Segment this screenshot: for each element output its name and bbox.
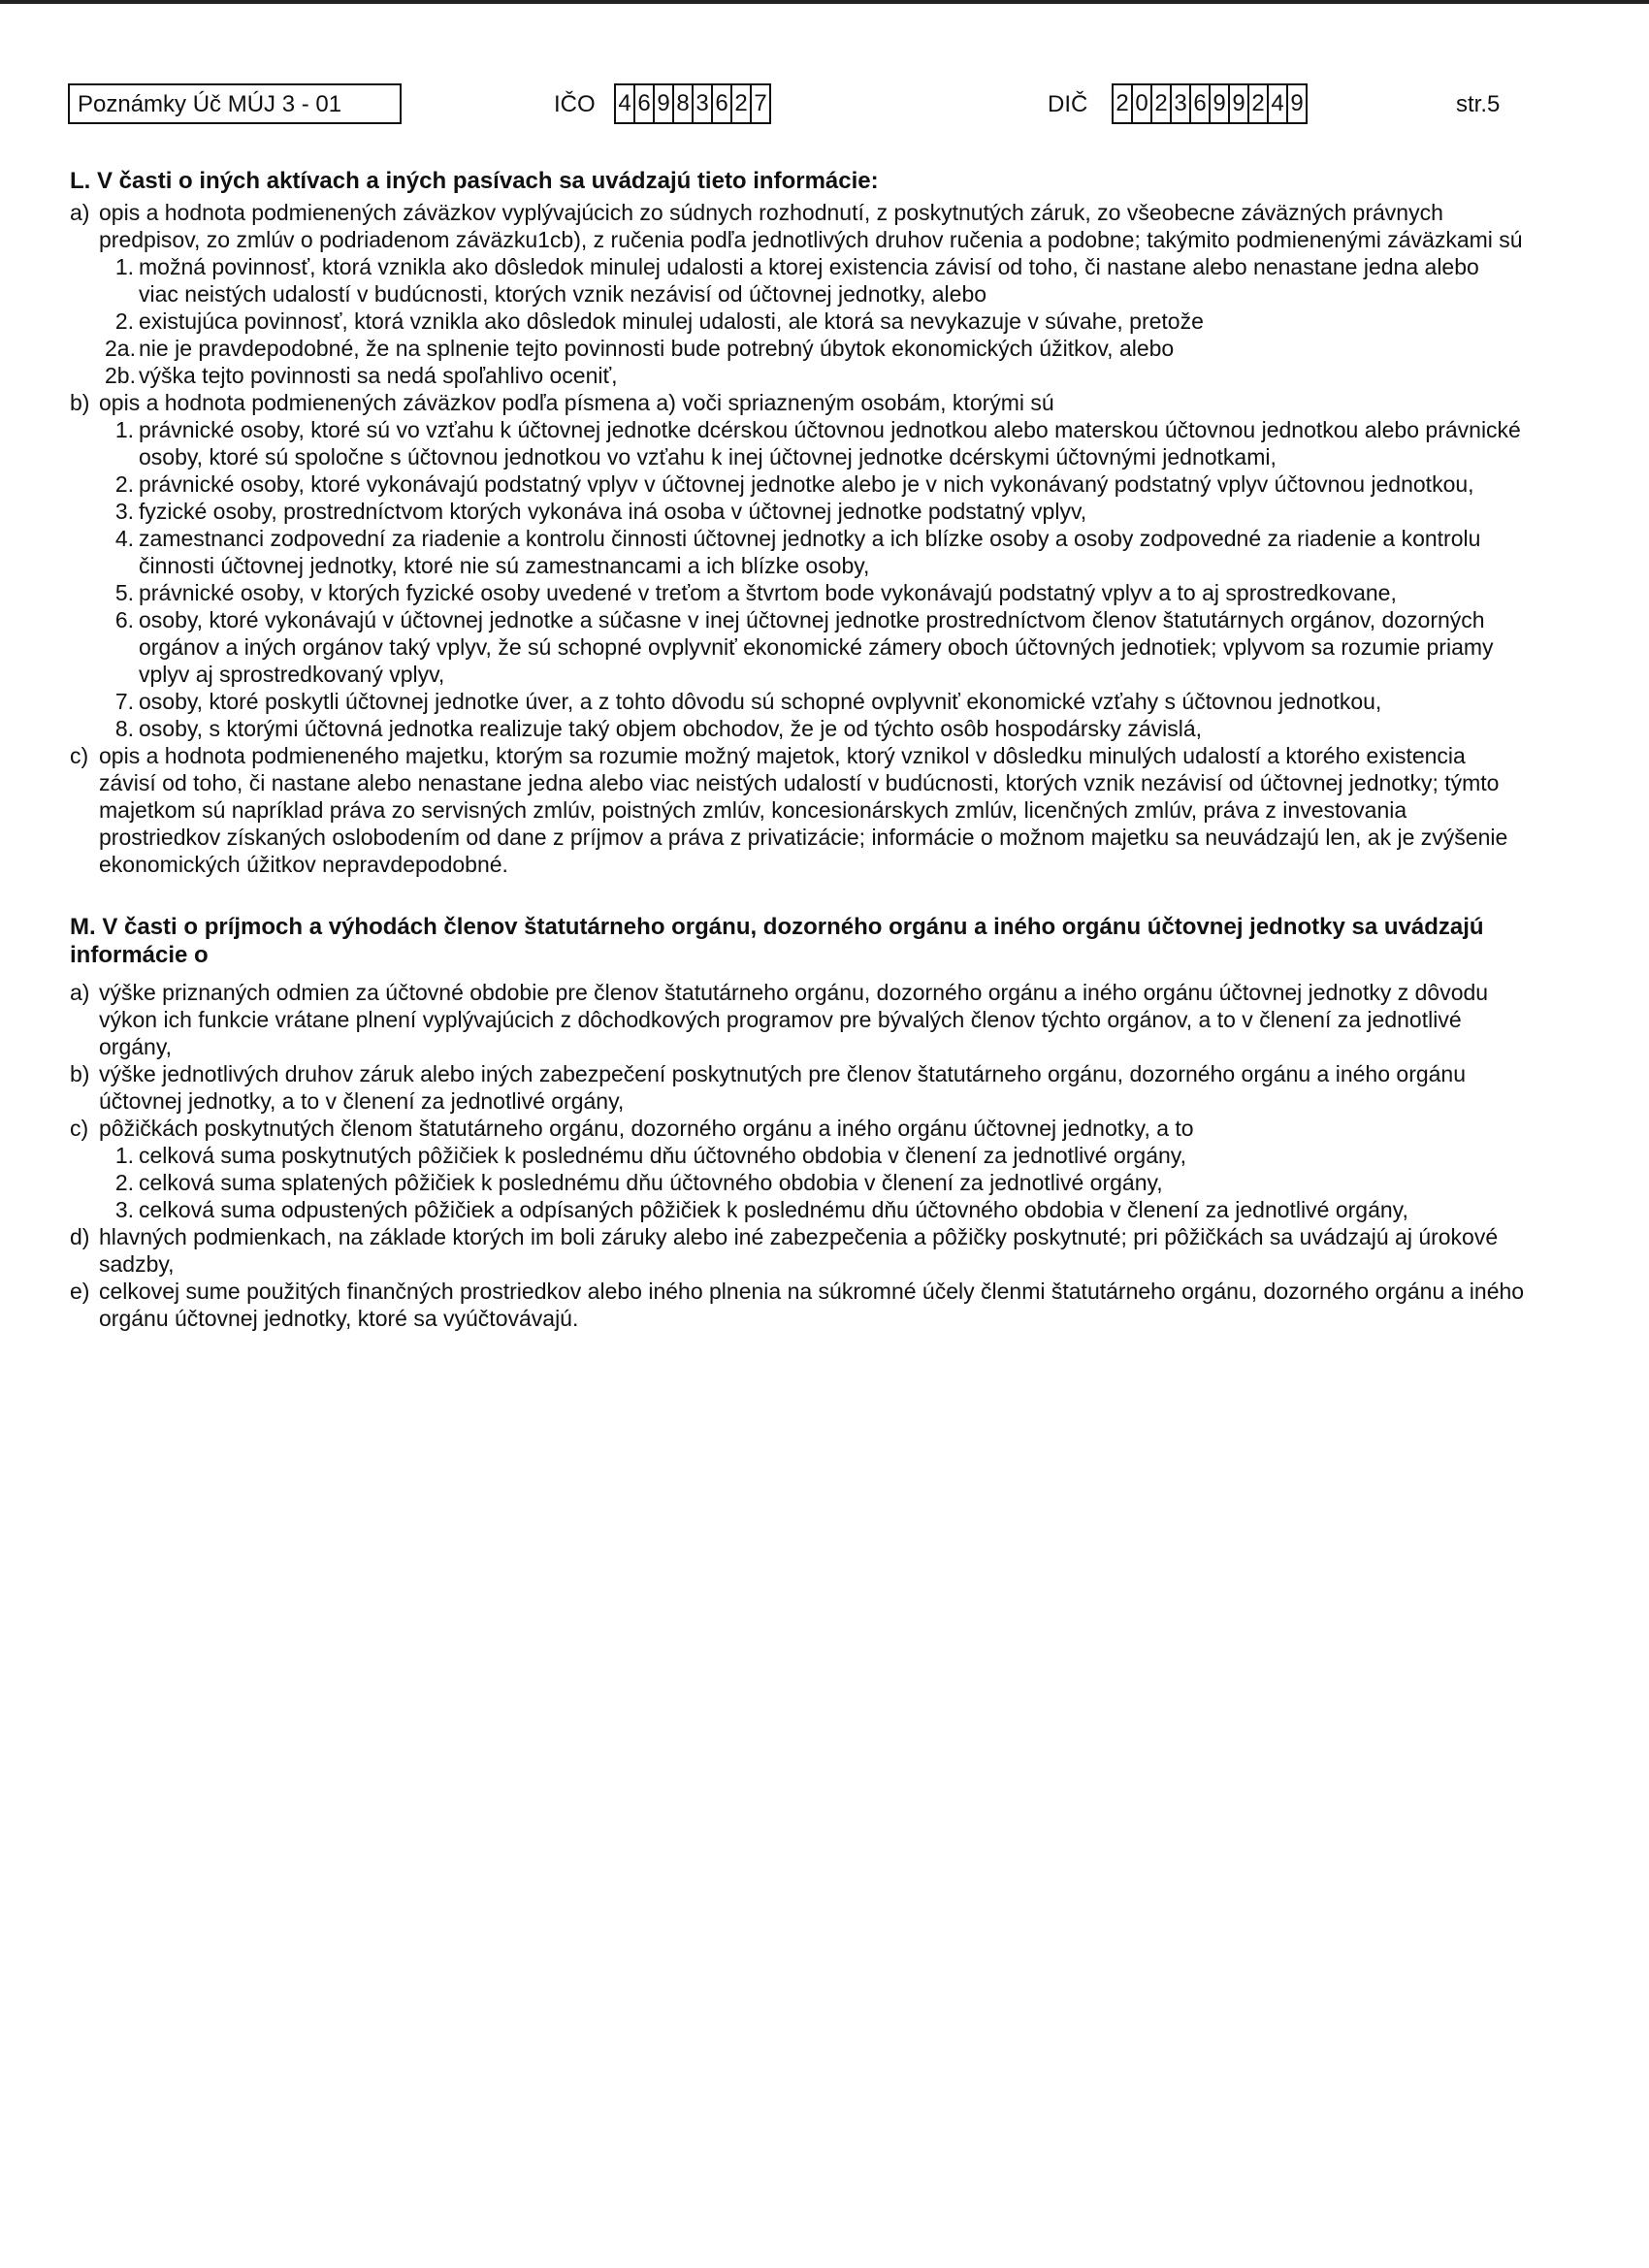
section-l-item-a xyxy=(70,199,1525,253)
dic-digit: 6 xyxy=(1189,83,1211,124)
subitem-text: celková suma odpustených pôžičiek a odpísaných pôžičiek k poslednému dňu účtovného obdobia v členení za jednotlivé orgány, xyxy=(139,1197,1408,1222)
item-label: c) xyxy=(70,743,89,768)
section-l-b-subitem xyxy=(70,688,1525,715)
item-text: opis a hodnota podmienených záväzkov podľa písmena a) voči spriazneným osobám, ktorými sú xyxy=(99,390,1054,415)
section-m-c-subitem xyxy=(70,1142,1525,1169)
section-l-b-subitem xyxy=(70,470,1525,498)
subitem-label: 2. xyxy=(114,1170,134,1195)
section-m-item-e xyxy=(70,1278,1525,1332)
subitem-text: existujúca povinnosť, ktorá vznikla ako dôsledok minulej udalosti, ale ktorá sa nevykazuje v súvahe, pretože xyxy=(139,308,1204,334)
page-number: str.5 xyxy=(1456,91,1501,117)
item-label: d) xyxy=(70,1224,90,1249)
subitem-label: 2. xyxy=(114,471,134,497)
section-l-a-subitem xyxy=(70,253,1525,308)
subitem-text: výška tejto povinnosti sa nedá spoľahlivo oceniť, xyxy=(139,363,618,388)
ico-digit: 4 xyxy=(614,83,635,124)
top-border-line xyxy=(0,0,1649,4)
subitem-text: osoby, s ktorými účtovná jednotka realizuje taký objem obchodov, že je od týchto osôb hospodársky závislá, xyxy=(139,716,1203,741)
subitem-label: 1. xyxy=(114,417,134,442)
section-l-a-subitem xyxy=(70,308,1525,335)
section-m-item-d xyxy=(70,1223,1525,1278)
subitem-label: 3. xyxy=(114,1197,134,1222)
subitem-text: právnické osoby, ktoré sú vo vzťahu k účtovnej jednotke dcérskou účtovnou jednotkou alebo materskou účtovnou jednotkou alebo právnické osoby, ktoré sú spoločne s účtovnou jednotkou vo vzťahu k inej účtovnej jednotke dcérskymi účtovnými jednotkami, xyxy=(139,417,1521,470)
subitem-text: celková suma poskytnutých pôžičiek k poslednému dňu účtovného obdobia v členení za jednotlivé orgány, xyxy=(139,1143,1186,1168)
dic-digit-boxes xyxy=(1112,83,1308,124)
section-l-a-subitem xyxy=(70,335,1525,362)
subitem-text: celková suma splatených pôžičiek k poslednému dňu účtovného obdobia v členení za jednotlivé orgány, xyxy=(139,1170,1163,1195)
subitem-label: 5. xyxy=(114,580,134,605)
subitem-label: 4. xyxy=(114,526,134,551)
item-text: opis a hodnota podmieneného majetku, ktorým sa rozumie možný majetok, ktorý vznikol v dôsledku minulých udalostí a ktorého existencia závisí od toho, či nastane alebo nenastane jedna alebo viac neistých udalostí v budúcnosti, ktorých vznik nezávisí od účtovnej jednotky; týmto majetkom sú napríklad práva zo servisných zmlúv, poistných zmlúv, koncesionárskych zmlúv, licenčných zmlúv, práva z investovania prostriedkov získaných oslobodením od dane z príjmov a práva z privatizácie; informácie o možnom majetku sa neuvádzajú len, ak je zvýšenie ekonomických úžitkov nepravdepodobné. xyxy=(99,743,1508,877)
subitem-label: 8. xyxy=(114,716,134,741)
dic-digit: 9 xyxy=(1228,83,1249,124)
subitem-text: právnické osoby, ktoré vykonávajú podstatný vplyv v účtovnej jednotke alebo je v nich vykonávaný podstatný vplyv účtovnou jednotkou, xyxy=(139,471,1474,497)
subitem-text: právnické osoby, v ktorých fyzické osoby uvedené v treťom a štvrtom bode vykonávajú podstatný vplyv a to aj sprostredkovane, xyxy=(139,580,1397,605)
dic-digit: 4 xyxy=(1267,83,1288,124)
section-l-item-b xyxy=(70,389,1525,416)
item-text: opis a hodnota podmienených záväzkov vyplývajúcich zo súdnych rozhodnutí, z poskytnutých záruk, zo všeobecne záväzných právnych predpisov, zo zmlúv o podriadenom záväzku1cb), z ručenia podľa jednotlivých druhov ručenia a podobne; takýmito podmienenými záväzkami sú xyxy=(99,200,1523,252)
item-label: a) xyxy=(70,200,90,225)
ico-digit: 7 xyxy=(750,83,771,124)
ico-digit: 8 xyxy=(672,83,694,124)
subitem-text: osoby, ktoré poskytli účtovnej jednotke úver, a z tohto dôvodu sú schopné ovplyvniť ekonomické vzťahy s účtovnou jednotkou, xyxy=(139,689,1382,714)
subitem-text: nie je pravdepodobné, že na splnenie tejto povinnosti bude potrebný úbytok ekonomických úžitkov, alebo xyxy=(139,336,1175,361)
dic-digit: 0 xyxy=(1131,83,1152,124)
subitem-label: 1. xyxy=(114,254,134,279)
section-m-heading: M. V časti o príjmoch a výhodách členov štatutárneho orgánu, dozorného orgánu a iného orgánu účtovnej jednotky sa uvádzajú informácie o xyxy=(70,914,1484,968)
subitem-label: 3. xyxy=(114,499,134,524)
dic-digit: 2 xyxy=(1112,83,1133,124)
section-l-b-subitem xyxy=(70,416,1525,470)
subitem-label: 2b. xyxy=(105,363,136,388)
section-l-a-subitem xyxy=(70,362,1525,389)
subitem-label: 2. xyxy=(114,308,134,334)
subitem-label: 6. xyxy=(114,607,134,632)
dic-digit: 2 xyxy=(1247,83,1269,124)
ico-digit: 6 xyxy=(633,83,655,124)
dic-label: DIČ xyxy=(1048,91,1088,117)
dic-digit: 9 xyxy=(1286,83,1308,124)
section-l-item-c xyxy=(70,742,1525,878)
section-m-c-subitem xyxy=(70,1169,1525,1196)
ico-digit-boxes xyxy=(614,83,771,124)
subitem-text: možná povinnosť, ktorá vznikla ako dôsledok minulej udalosti a ktorej existencia závisí od toho, či nastane alebo nenastane jedna alebo viac neistých udalostí v budúcnosti, ktorých vznik nezávisí od účtovnej jednotky, alebo xyxy=(139,254,1479,307)
section-l-b-subitem xyxy=(70,498,1525,525)
section-l-b-subitem xyxy=(70,525,1525,579)
ico-label: IČO xyxy=(554,91,596,117)
item-label: e) xyxy=(70,1279,90,1304)
item-label: a) xyxy=(70,980,90,1005)
section-m-item-b xyxy=(70,1060,1525,1115)
item-text: výške jednotlivých druhov záruk alebo iných zabezpečení poskytnutých pre členov štatutárneho orgánu, dozorného orgánu a iného orgánu účtovnej jednotky, a to v členení za jednotlivé orgány, xyxy=(99,1061,1467,1114)
dic-digit: 3 xyxy=(1170,83,1191,124)
ico-digit: 2 xyxy=(730,83,752,124)
item-text: pôžičkách poskytnutých členom štatutárneho orgánu, dozorného orgánu a iného orgánu účtovnej jednotky, a to xyxy=(99,1116,1194,1141)
subitem-label: 2a. xyxy=(105,336,136,361)
subitem-text: fyzické osoby, prostredníctvom ktorých vykonáva iná osoba v účtovnej jednotke podstatný vplyv, xyxy=(139,499,1087,524)
section-l-b-subitem xyxy=(70,579,1525,606)
section-m-item-a xyxy=(70,979,1525,1060)
item-text: výške priznaných odmien za účtovné obdobie pre členov štatutárneho orgánu, dozorného orgánu a iného orgánu účtovnej jednotky z dôvodu výkon ich funkcie vrátane plnení vyplývajúcich z dôchodkových programov pre bývalých členov týchto orgánov, a to v členení za jednotlivé orgány, xyxy=(99,980,1489,1059)
section-l-heading: L. V časti o iných aktívach a iných pasívach sa uvádzajú tieto informácie: xyxy=(70,168,879,194)
subitem-label: 1. xyxy=(114,1143,134,1168)
form-header xyxy=(0,83,1649,128)
dic-digit: 2 xyxy=(1150,83,1172,124)
document-body xyxy=(70,167,1525,1332)
item-label: c) xyxy=(70,1116,89,1141)
ico-digit: 3 xyxy=(692,83,713,124)
item-label: b) xyxy=(70,390,90,415)
subitem-text: zamestnanci zodpovední za riadenie a kontrolu činnosti účtovnej jednotky a ich blízke osoby a osoby zodpovedné za riadenie a kontrolu činnosti účtovnej jednotky, ktoré nie sú zamestnancami a ich blízke osoby, xyxy=(139,526,1481,578)
ico-digit: 9 xyxy=(653,83,674,124)
dic-digit: 9 xyxy=(1209,83,1230,124)
item-text: hlavných podmienkach, na základe ktorých im boli záruky alebo iné zabezpečenia a pôžičky poskytnuté; pri pôžičkách sa uvádzajú aj úrokové sadzby, xyxy=(99,1224,1499,1277)
item-text: celkovej sume použitých finančných prostriedkov alebo iného plnenia na súkromné účely členmi štatutárneho orgánu, dozorného orgánu a iného orgánu účtovnej jednotky, ktoré sa vyúčtovávajú. xyxy=(99,1279,1525,1331)
section-m-item-c xyxy=(70,1115,1525,1142)
section-l-b-subitem xyxy=(70,606,1525,688)
section-l-b-subitem xyxy=(70,715,1525,742)
subitem-label: 7. xyxy=(114,689,134,714)
ico-digit: 6 xyxy=(711,83,732,124)
form-id-box: Poznámky Úč MÚJ 3 - 01 xyxy=(68,83,402,124)
section-m-c-subitem xyxy=(70,1196,1525,1223)
item-label: b) xyxy=(70,1061,90,1086)
subitem-text: osoby, ktoré vykonávajú v účtovnej jednotke a súčasne v inej účtovnej jednotke prostredníctvom členov štatutárnych orgánov, dozorných orgánov a iných orgánov taký vplyv, že sú schopné ovplyvniť ekonomické zámery oboch účtovných jednotiek; vplyvom sa rozumie priamy vplyv aj sprostredkovaný vplyv, xyxy=(139,607,1494,687)
